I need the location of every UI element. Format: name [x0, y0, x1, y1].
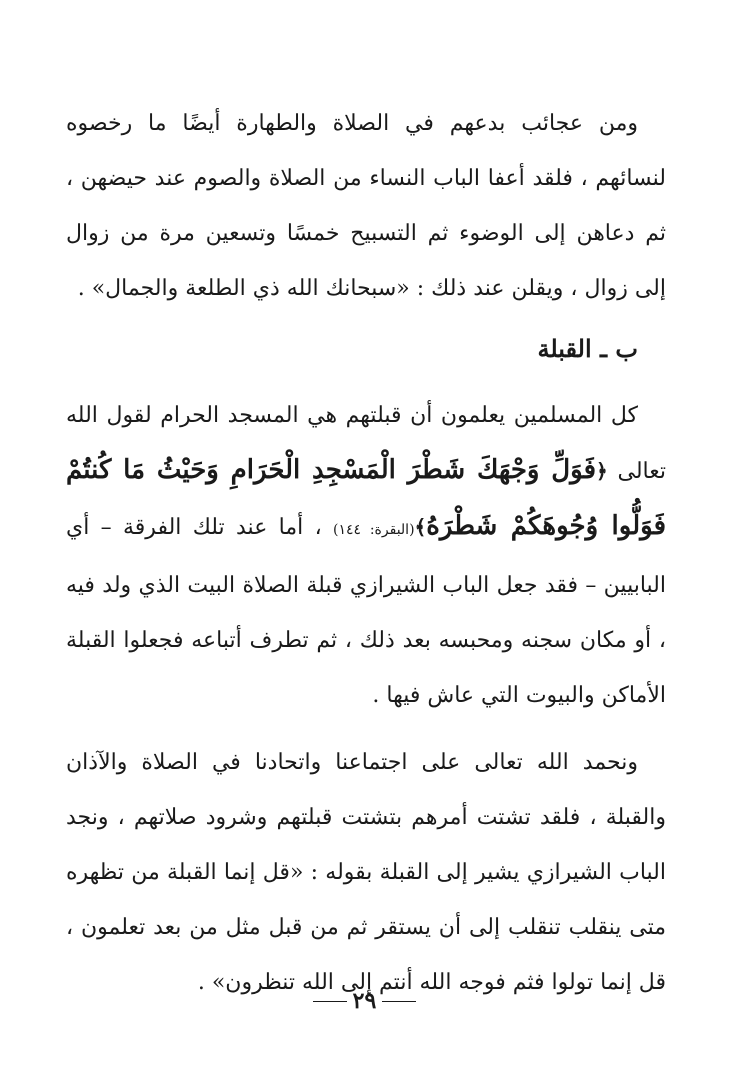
page-footer	[0, 988, 729, 1014]
quran-verse: فَوَلِّ وَجْهَكَ شَطْرَ الْمَسْجِدِ الْحَرَامِ وَحَيْثُ مَا كُنتُمْ فَوَلُّوا وُجُوهَكُمْ شَطْرَهُ	[66, 455, 666, 541]
page-body	[66, 96, 666, 1010]
footer-rule-right	[382, 1001, 416, 1002]
page-number: ٢٩	[352, 988, 377, 1014]
footer-rule-left	[313, 1001, 347, 1002]
paragraph-conclusion: ونحمد الله تعالى على اجتماعنا واتحادنا في الصلاة والآذان والقبلة ، فلقد تشتت أمرهم بتشتت قبلتهم وشرود صلاتهم ، ونجد الباب الشيرازي يشير إلى القبلة بقوله : «قل إنما القبلة من تظهره متى ينقلب تنقلب إلى أن يستقر ثم من قبل مثل من بعد تعلمون ، قل إنما تولوا فثم فوجه الله أنتم إلى الله تنظرون» .	[66, 750, 667, 995]
quran-bracket-open: ﴿	[596, 459, 608, 483]
paragraph-qibla	[66, 388, 666, 723]
qibla-rest-text: ، أما عند تلك الفرقة – أي البابيين – فقد جعل الباب الشيرازي قبلة الصلاة البيت الذي ولد فيه ، أو مكان سجنه ومحبسه بعد ذلك ، ثم تطرف أتباعه فجعلوا القبلة الأماكن والبيوت التي عاش فيها .	[66, 515, 666, 708]
section-heading: ب ـ القبلة	[537, 334, 638, 363]
qibla-intro-text: كل المسلمين يعلمون أن قبلتهم هي المسجد الحرام لقول الله تعالى	[66, 403, 666, 484]
paragraph-intro: ومن عجائب بدعهم في الصلاة والطهارة أيضًا ما رخصوه لنسائهم ، فلقد أعفا الباب النساء من الصلاة والصوم عند حيضهن ، ثم دعاهن إلى الوضوء ثم التسبيح خمسًا وتسعين مرة من زوال إلى زوال ، ويقلن عند ذلك : «سبحانك الله ذي الطلعة والجمال» .	[66, 111, 666, 301]
quran-bracket-close: ﴾	[414, 515, 427, 539]
verse-reference: (البقرة: ١٤٤)	[333, 522, 415, 538]
